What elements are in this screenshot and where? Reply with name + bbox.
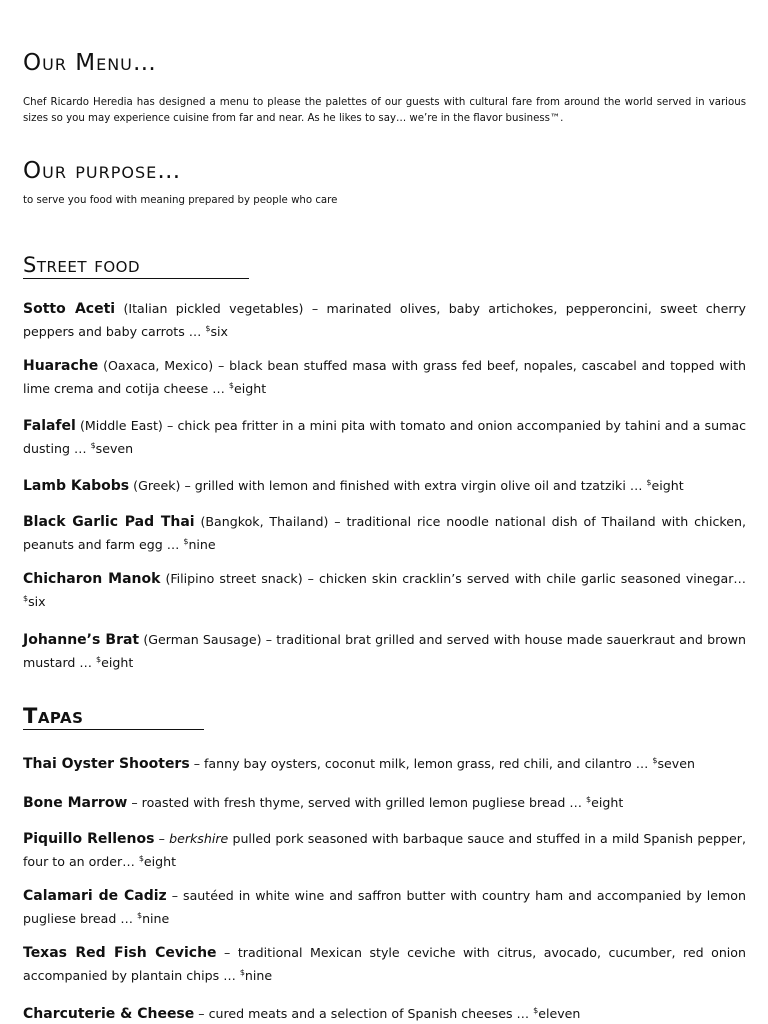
purpose-title: Our purpose…: [23, 158, 182, 184]
menu-item: [23, 886, 746, 928]
item-description: – chicken skin cracklin’s served with chile garlic seasoned vinegar…: [302, 571, 747, 586]
item-name: Piquillo Rellenos: [23, 831, 155, 847]
item-description: – fanny bay oysters, coconut milk, lemon grass, red chili, and cilantro …: [189, 756, 653, 772]
item-italic-note: berkshire: [169, 831, 229, 846]
item-description: – black bean stuffed masa with grass fed beef, nopales, cascabel and topped with lime crema and cotija cheese …: [23, 358, 746, 397]
item-origin: (Italian pickled vegetables): [115, 301, 304, 316]
item-description: – traditional rice noodle national dish of Thailand with chicken, peanuts and farm egg …: [23, 514, 746, 553]
item-price: $six: [23, 594, 46, 610]
item-origin: (Oaxaca, Mexico): [98, 358, 214, 373]
menu-item: [23, 299, 746, 341]
menu-item: [23, 356, 746, 398]
item-origin: (Bangkok, Thailand): [194, 514, 329, 529]
menu-item: [23, 630, 746, 672]
item-origin: (Middle East): [75, 418, 163, 433]
tapas-heading: Tapas: [23, 704, 204, 730]
item-name: Black Garlic Pad Thai: [23, 514, 195, 530]
menu-item: [23, 512, 746, 554]
menu-item: [23, 416, 746, 458]
item-description: – grilled with lemon and finished with extra virgin olive oil and tzatziki …: [180, 478, 647, 494]
street-food-heading: Street food: [23, 253, 249, 279]
item-price: $nine: [136, 911, 170, 927]
menu-item: [23, 1001, 746, 1024]
item-description: – marinated olives, baby artichokes, pepperoncini, sweet cherry peppers and baby carrots …: [23, 301, 747, 340]
menu-item: [23, 790, 746, 813]
item-name: Chicharon Manok: [23, 571, 161, 587]
item-name: Huarache: [23, 358, 99, 374]
item-description: pulled pork seasoned with barbaque sauce and stuffed in a mild Spanish pepper, four to an order…: [23, 831, 746, 870]
item-description: – cured meats and a selection of Spanish cheeses …: [194, 1006, 534, 1022]
menu-title: Our Menu…: [23, 50, 157, 76]
item-description: – chick pea fritter in a mini pita with tomato and onion accompanied by tahini and a sumac dusting …: [23, 418, 746, 457]
item-name: Texas Red Fish Ceviche: [23, 945, 217, 961]
item-name: Bone Marrow: [23, 795, 128, 812]
menu-item: [23, 569, 746, 611]
item-price: $eight: [228, 381, 267, 397]
item-description: – roasted with fresh thyme, served with grilled lemon pugliese bread …: [127, 795, 587, 811]
item-origin: (German Sausage): [139, 632, 262, 647]
item-description: – traditional brat grilled and served with house made sauerkraut and brown mustard …: [23, 632, 746, 671]
item-name: Johanne’s Brat: [23, 632, 140, 648]
menu-intro-text: Chef Ricardo Heredia has designed a menu to please the palettes of our guests with cultural fare from around the world served in various sizes so you may experience cuisine from far and near. As he likes to say… we’re in the flavor business™.: [23, 97, 746, 124]
item-price: $eight: [586, 795, 624, 811]
item-price: $seven: [90, 441, 134, 457]
menu-item: [23, 751, 746, 774]
purpose-text: to serve you food with meaning prepared by people who care: [23, 195, 338, 206]
item-price: $six: [205, 324, 228, 340]
item-price: $eight: [96, 655, 134, 671]
item-price: $seven: [652, 756, 695, 772]
menu-item: [23, 943, 746, 985]
item-origin: (Filipino street snack): [160, 571, 303, 586]
item-name: Calamari de Cadiz: [23, 888, 167, 904]
item-name: Falafel: [23, 418, 76, 434]
item-description: – traditional Mexican style ceviche with citrus, avocado, cucumber, red onion accompanied by plantain chips …: [23, 945, 746, 984]
item-name: Lamb Kabobs: [23, 478, 130, 495]
item-name: Thai Oyster Shooters: [23, 756, 190, 773]
item-price: $eight: [138, 854, 177, 870]
item-price: $eight: [646, 478, 684, 494]
item-price: $eleven: [533, 1006, 581, 1022]
item-price: $nine: [183, 537, 216, 553]
item-origin: (Greek): [129, 478, 181, 494]
menu-item: Piquillo Rellenos – berkshire pulled pork seasoned with barbaque sauce and stuffed in a mild Spanish pepper, four to an order… $eight: [23, 831, 746, 870]
item-name: Sotto Aceti: [23, 301, 116, 317]
menu-item: [23, 473, 746, 496]
item-description: – sautéed in white wine and saffron butter with country ham and accompanied by lemon pugliese bread …: [23, 888, 746, 927]
item-name: Charcuterie & Cheese: [23, 1006, 195, 1023]
item-price: $nine: [239, 968, 273, 984]
